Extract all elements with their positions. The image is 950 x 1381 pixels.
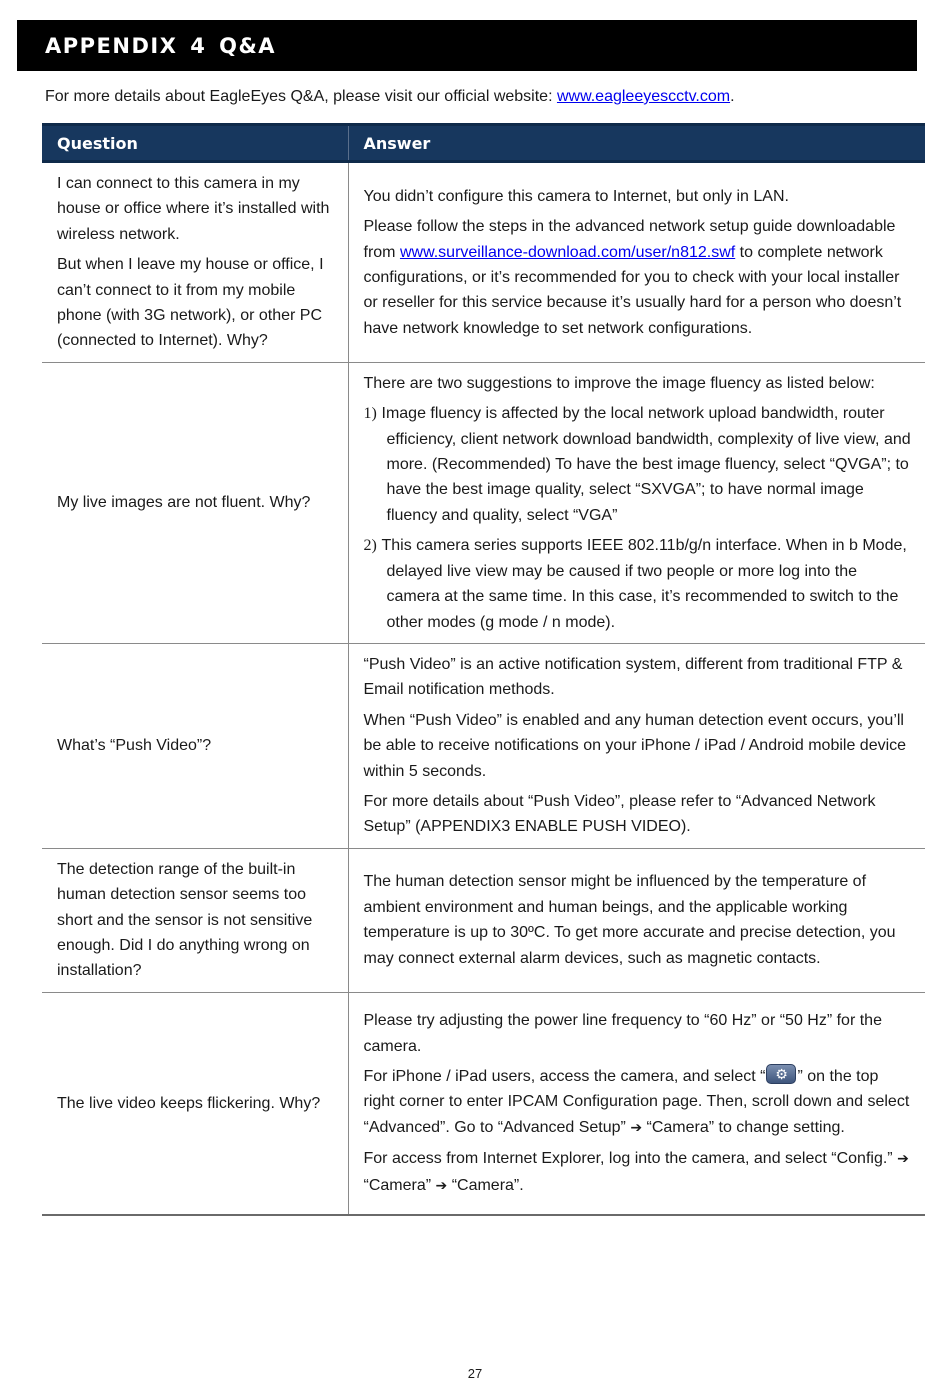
question-cell	[42, 643, 348, 848]
arrow-right-icon: ➔	[897, 1151, 909, 1168]
answer-text-part: ” on the top right corner to enter IPCAM Configuration page. Then, scroll down and select “Advanced”. Go to “Advanced Setup”	[363, 1067, 910, 1136]
answer-text-part: Please follow the steps in the advanced network setup guide downloadable from	[363, 218, 896, 261]
download-link[interactable]: www.surveillance-download.com/user/n812.swf	[399, 243, 736, 261]
answer-cell	[348, 992, 925, 1215]
question-text: The live video keeps flickering. Why?	[57, 1094, 321, 1112]
answer-text: You didn’t configure this camera to Internet, but only in LAN.	[363, 187, 789, 205]
list-item-text: This camera series supports IEEE 802.11b/g/n interface. When in b Mode, delayed live view may be caused if two people or more log into the camera at the same time. In this case, it’s recommended to switch to the other modes (g mode / n mode).	[381, 537, 907, 631]
answer-text	[364, 1146, 914, 1199]
answer-text-part: to complete network configurations, or it’s recommended for you to check with your local installer or reseller for this service because it’s usually hard for a person who doesn’t have network knowledge to set network configurations.	[363, 243, 902, 337]
answer-cell	[348, 643, 925, 848]
intro-label: For more details about EagleEyes Q&A, please visit our official website:	[45, 88, 557, 105]
page-number: 27	[467, 1366, 483, 1381]
answer-text-part: “Camera”	[363, 1176, 436, 1194]
question-text: The detection range of the built-in human detection sensor seems too short and the sensor is not sensitive enough. Did I do anything wrong on installation?	[57, 860, 313, 980]
website-link[interactable]: www.eagleeyescctv.com	[556, 88, 731, 105]
question-cell	[42, 162, 348, 363]
table-row	[42, 848, 925, 992]
answer-text	[364, 214, 914, 341]
table-row	[42, 992, 925, 1215]
question-text: I can connect to this camera in my house or office where it’s installed with wireless network.	[57, 175, 330, 243]
answer-text: There are two suggestions to improve the image fluency as listed below:	[363, 374, 875, 392]
answer-cell	[348, 162, 925, 363]
answer-text: For more details about “Push Video”, please refer to “Advanced Network Setup” (APPENDIX3 ENABLE PUSH VIDEO).	[363, 792, 876, 836]
question-text: What’s “Push Video”?	[57, 737, 212, 755]
list-number: 2)	[363, 537, 377, 555]
table-row	[42, 362, 925, 643]
list-item-text: Image fluency is affected by the local network upload bandwidth, router efficiency, client network download bandwidth, complexity of live view, and more. (Recommended) To have the best image fluency, select “QVGA”; to have the best image quality, select “SXVGA”; to have normal image fluency and quality, select “VGA”	[381, 405, 911, 524]
qa-table	[42, 123, 925, 1216]
answer-text-part: “Camera”.	[447, 1176, 524, 1194]
answer-text-part: For access from Internet Explorer, log into the camera, and select “Config.”	[363, 1150, 898, 1168]
arrow-right-icon: ➔	[435, 1177, 448, 1194]
column-header-answer: Answer	[348, 125, 925, 162]
question-text: But when I leave my house or office, I can’t connect to it from my mobile phone (with 3G network), or other PC (connected to Internet). Why?	[57, 256, 324, 350]
answer-text-part: “Camera” to change setting.	[642, 1118, 845, 1136]
gear-icon	[766, 1064, 796, 1084]
answer-text: “Push Video” is an active notification system, different from traditional FTP & Email notification methods.	[363, 655, 903, 699]
answer-text: When “Push Video” is enabled and any human detection event occurs, you’ll be able to receive notifications on your iPhone / iPad / Android mobile device within 5 seconds.	[363, 711, 907, 780]
intro-suffix: .	[730, 88, 735, 105]
answer-text: The human detection sensor might be influenced by the temperature of ambient environment and human beings, and the applicable working temperature is up to 30ºC. To get more accurate and precise detection, you may connect external alarm devices, such as magnetic contacts.	[363, 873, 896, 967]
answer-cell	[348, 848, 925, 992]
appendix-banner	[17, 20, 917, 71]
list-item	[364, 401, 914, 528]
answer-cell	[348, 362, 925, 643]
table-header-row	[42, 125, 925, 162]
question-cell	[42, 362, 348, 643]
answer-text: Please try adjusting the power line frequency to “60 Hz” or “50 Hz” for the camera.	[363, 1012, 882, 1055]
page-title: APPENDIX 4 Q&A	[45, 33, 277, 58]
table-row	[42, 643, 925, 848]
arrow-right-icon: ➔	[630, 1119, 643, 1136]
column-header-question: Question	[42, 125, 348, 162]
list-item	[364, 533, 914, 635]
answer-text	[364, 1064, 914, 1141]
intro-text	[45, 87, 735, 107]
question-cell	[42, 992, 348, 1215]
table-row	[42, 162, 925, 363]
question-cell	[42, 848, 348, 992]
list-number: 1)	[363, 405, 377, 423]
answer-text-part: For iPhone / iPad users, access the camera, and select “	[363, 1067, 766, 1085]
question-text: My live images are not fluent. Why?	[57, 494, 311, 512]
